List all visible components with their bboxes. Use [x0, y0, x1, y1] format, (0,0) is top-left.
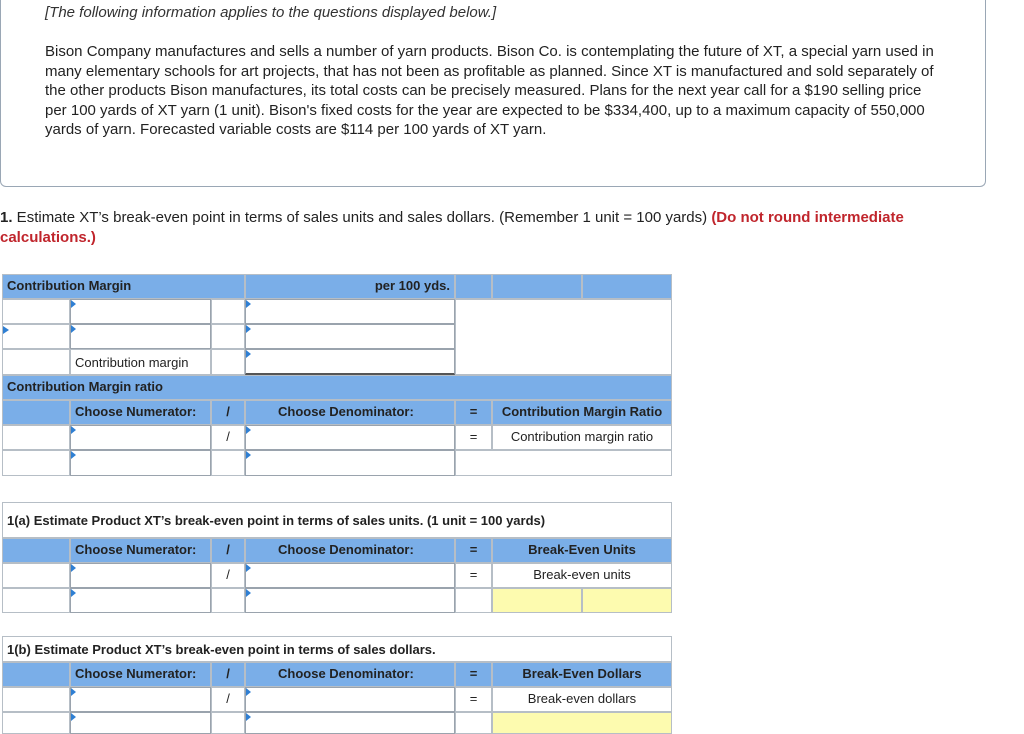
- cm-line1-dropdown[interactable]: [70, 299, 211, 324]
- cm-per-label: per 100 yds.: [245, 274, 455, 299]
- ratio-gutter: [2, 425, 70, 450]
- dollars-denominator-amount[interactable]: [245, 712, 455, 734]
- units-gutter: [2, 538, 70, 563]
- units-divide-row: /: [211, 563, 245, 588]
- ratio-result-label: Contribution margin ratio: [492, 425, 672, 450]
- units-gutter: [2, 563, 70, 588]
- break-even-units-answer[interactable]: [492, 588, 582, 613]
- units-title: 1(a) Estimate Product XT’s break-even point in terms of sales units. (1 unit = 100 yards): [2, 502, 672, 538]
- cm-line2-dropdown[interactable]: [70, 324, 211, 349]
- units-equals: =: [455, 538, 492, 563]
- cm-header-spacer: [492, 274, 582, 299]
- dollars-denominator-label: Choose Denominator:: [245, 662, 455, 687]
- cm-spacer: [211, 324, 245, 349]
- dollars-result-header: Break-Even Dollars: [492, 662, 672, 687]
- dollars-spacer: [455, 712, 492, 734]
- cm-row-gutter: [2, 299, 70, 324]
- answer-grid: [2, 274, 672, 734]
- dollars-numerator-dropdown[interactable]: [70, 687, 211, 712]
- ratio-divide: /: [211, 400, 245, 425]
- question-emphasis: (Do not round intermediate calculations.): [0, 209, 904, 246]
- dollars-divide-row: /: [211, 687, 245, 712]
- dollars-numerator-amount[interactable]: [70, 712, 211, 734]
- dollars-result-label: Break-even dollars: [492, 687, 672, 712]
- ratio-equals-row: =: [455, 425, 492, 450]
- cm-row-gutter: [2, 349, 70, 375]
- ratio-numerator-dropdown[interactable]: [70, 425, 211, 450]
- dollars-equals: =: [455, 662, 492, 687]
- row-arrow-icon: [3, 326, 9, 334]
- cm-header-spacer: [582, 274, 672, 299]
- ratio-result-blank: [455, 450, 672, 476]
- cm-total-label: Contribution margin: [70, 349, 211, 375]
- ratio-title: Contribution Margin ratio: [2, 375, 672, 400]
- units-result-header: Break-Even Units: [492, 538, 672, 563]
- cm-spacer: [211, 349, 245, 375]
- cm-spacer: [211, 299, 245, 324]
- units-denominator-dropdown[interactable]: [245, 563, 455, 588]
- cm-header-spacer: [455, 274, 492, 299]
- ratio-equals: =: [455, 400, 492, 425]
- dollars-gutter: [2, 712, 70, 734]
- units-numerator-dropdown[interactable]: [70, 563, 211, 588]
- dollars-title: 1(b) Estimate Product XT’s break-even point in terms of sales dollars.: [2, 636, 672, 662]
- ratio-gutter: [2, 450, 70, 476]
- question-text: Estimate XT’s break-even point in terms of sales units and sales dollars. (Remember 1 unit = 100 yards): [12, 209, 712, 226]
- question-1: [0, 208, 1000, 247]
- break-even-dollars-answer[interactable]: [492, 712, 672, 734]
- units-equals-row: =: [455, 563, 492, 588]
- info-panel: [0, 0, 986, 187]
- units-spacer: [211, 588, 245, 613]
- units-numerator-label: Choose Numerator:: [70, 538, 211, 563]
- ratio-gutter: [2, 400, 70, 425]
- units-denominator-label: Choose Denominator:: [245, 538, 455, 563]
- units-numerator-amount[interactable]: [70, 588, 211, 613]
- ratio-denominator-label: Choose Denominator:: [245, 400, 455, 425]
- ratio-numerator-amount[interactable]: [70, 450, 211, 476]
- cm-row-gutter: [2, 324, 70, 349]
- break-even-units-unit[interactable]: [582, 588, 672, 613]
- dollars-denominator-dropdown[interactable]: [245, 687, 455, 712]
- ratio-denominator-dropdown[interactable]: [245, 425, 455, 450]
- ratio-spacer: [211, 450, 245, 476]
- info-note: [The following information applies to the questions displayed below.]: [45, 4, 497, 21]
- question-number: 1.: [0, 209, 13, 226]
- cm-line2-amount[interactable]: [245, 324, 455, 349]
- info-text: Bison Company manufactures and sells a number of yarn products. Bison Co. is contemplating the future of XT, a special yarn used in many elementary schools for art projects, that has not been as profitable as planned. Since XT is manufactured and sold separately of the other products Bison manufactures, its total costs can be precisely measured. Plans for the next year call for a $190 selling price per 100 yards of XT yarn (1 unit). Bison's fixed costs for the year are expected to be $334,400, up to a maximum capacity of 550,000 yards of yarn. Forecasted variable costs are $114 per 100 yards of XT yarn.: [45, 43, 934, 138]
- units-gutter: [2, 588, 70, 613]
- ratio-numerator-label: Choose Numerator:: [70, 400, 211, 425]
- units-denominator-amount[interactable]: [245, 588, 455, 613]
- cm-right-blank: [455, 299, 672, 375]
- dollars-spacer: [211, 712, 245, 734]
- ratio-result-header: Contribution Margin Ratio: [492, 400, 672, 425]
- dollars-equals-row: =: [455, 687, 492, 712]
- ratio-denominator-amount[interactable]: [245, 450, 455, 476]
- units-spacer: [455, 588, 492, 613]
- dollars-gutter: [2, 662, 70, 687]
- ratio-divide-row: /: [211, 425, 245, 450]
- cm-total-amount[interactable]: [245, 349, 455, 375]
- cm-line1-amount[interactable]: [245, 299, 455, 324]
- dollars-divide: /: [211, 662, 245, 687]
- dollars-gutter: [2, 687, 70, 712]
- dollars-numerator-label: Choose Numerator:: [70, 662, 211, 687]
- units-result-label: Break-even units: [492, 563, 672, 588]
- cm-title: Contribution Margin: [2, 274, 245, 299]
- units-divide: /: [211, 538, 245, 563]
